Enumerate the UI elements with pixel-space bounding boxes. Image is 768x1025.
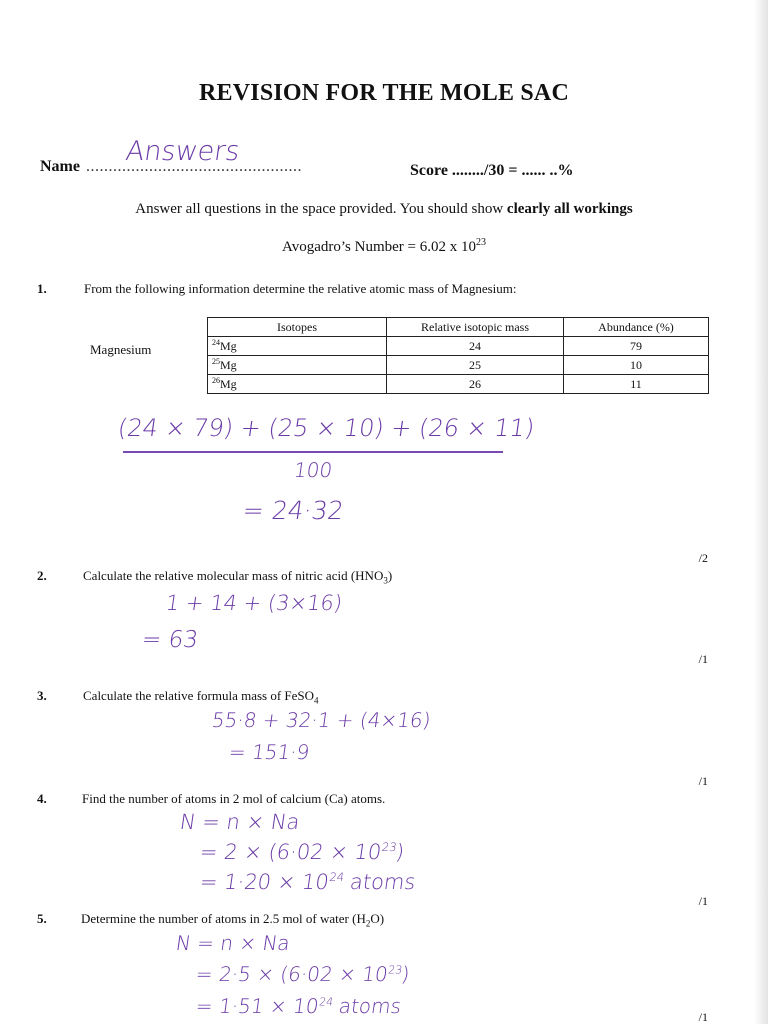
name-label: Name <box>40 158 80 175</box>
question-4-number: 4. <box>37 791 47 806</box>
isotope-cell <box>208 337 387 356</box>
q2-answer-line1: 1 + 14 + (3×16) <box>164 591 344 615</box>
q5-line2-text: = 2·5 × (6·02 × 10 <box>194 962 390 986</box>
question-5-number: 5. <box>37 911 47 926</box>
question-4-text: Find the number of atoms in 2 mol of calcium (Ca) atoms. <box>82 791 386 806</box>
q5-answer-line2 <box>194 962 411 986</box>
q4-line3-exponent: 24 <box>328 870 346 884</box>
isotope-symbol: Mg <box>220 377 237 391</box>
question-3-text-before: Calculate the relative formula mass of FeSO <box>83 688 315 703</box>
table-row <box>208 337 709 356</box>
q1-answer-denominator: 100 <box>292 458 334 482</box>
question-3-marks: /1 <box>698 774 708 788</box>
q4-line2-text: = 2 × (6·02 × 10 <box>198 840 383 864</box>
isotope-cell <box>208 375 387 394</box>
q1-answer-numerator: (24 × 79) + (25 × 10) + (26 × 11) <box>116 414 537 442</box>
q1-answer-result: = 24·32 <box>240 496 346 525</box>
q4-answer-line3 <box>198 870 417 894</box>
q4-line2-exponent: 23 <box>380 840 398 854</box>
mass-number: 25 <box>212 357 220 366</box>
isotope-symbol: Mg <box>220 358 237 372</box>
isotope-table <box>207 317 709 394</box>
question-2-text-sub: 3 <box>383 575 388 586</box>
avogadro-text: Avogadro’s Number = 6.02 x 10 <box>282 239 476 255</box>
q4-line3-end: atoms <box>341 870 418 894</box>
mass-number: 26 <box>212 376 220 385</box>
isotope-cell <box>208 356 387 375</box>
magnesium-label: Magnesium <box>90 342 152 357</box>
table-row <box>208 375 709 394</box>
table-header-cell: Abundance (%) <box>564 318 709 337</box>
table-row <box>208 356 709 375</box>
instructions <box>0 201 768 218</box>
instructions-bold: clearly all workings <box>506 201 633 217</box>
name-dots: ................................................ <box>86 158 302 175</box>
page-title: REVISION FOR THE MOLE SAC <box>199 80 569 106</box>
q3-answer-line2: = 151·9 <box>227 740 312 764</box>
question-5-text-after: O) <box>370 911 385 926</box>
name-handwritten-answer: Answers <box>123 136 242 167</box>
question-1-marks: /2 <box>698 551 708 565</box>
question-3-text <box>83 688 319 706</box>
q5-line3-text: = 1·51 × 10 <box>194 994 321 1018</box>
abundance-cell: 79 <box>564 337 709 356</box>
q5-answer-line3 <box>194 994 403 1018</box>
q4-line3-text: = 1·20 × 10 <box>198 870 331 894</box>
question-1-number: 1. <box>37 281 47 296</box>
question-4-marks: /1 <box>698 894 708 908</box>
avogadro-number <box>0 237 768 256</box>
q5-line3-exponent: 24 <box>318 995 335 1009</box>
q5-answer-line1: N = n × Na <box>174 931 292 955</box>
table-header-cell: Relative isotopic mass <box>387 318 564 337</box>
instructions-plain: Answer all questions in the space provided. You should show <box>135 201 507 217</box>
abundance-cell: 10 <box>564 356 709 375</box>
mass-number: 24 <box>212 338 220 347</box>
question-5-text <box>81 911 384 929</box>
q2-answer-line2: = 63 <box>140 627 200 653</box>
q4-line2-end: ) <box>394 840 406 864</box>
relative-mass-cell: 24 <box>387 337 564 356</box>
table-header-row <box>208 318 709 337</box>
question-2-text-before: Calculate the relative molecular mass of nitric acid (HNO <box>83 568 384 583</box>
question-2-marks: /1 <box>698 652 708 666</box>
question-3-text-sub: 4 <box>314 695 319 706</box>
score-line: Score ......../30 = ...... ..% <box>410 162 574 179</box>
table-header-cell: Isotopes <box>208 318 387 337</box>
question-5-marks: /1 <box>698 1010 708 1024</box>
q5-line3-end: atoms <box>330 994 403 1018</box>
question-2-number: 2. <box>37 568 47 583</box>
avogadro-exponent: 23 <box>476 237 486 248</box>
q4-answer-line2 <box>198 840 405 864</box>
question-3-number: 3. <box>37 688 47 703</box>
page-edge-shadow <box>754 0 768 1024</box>
q1-fraction-line <box>123 451 503 453</box>
relative-mass-cell: 26 <box>387 375 564 394</box>
q3-answer-line1: 55·8 + 32·1 + (4×16) <box>210 708 433 732</box>
q4-answer-line1: N = n × Na <box>178 810 302 834</box>
isotope-symbol: Mg <box>220 339 237 353</box>
q5-line2-exponent: 23 <box>387 963 404 977</box>
question-2-text <box>83 568 392 586</box>
question-5-text-before: Determine the number of atoms in 2.5 mol of water (H <box>81 911 366 926</box>
q5-line2-end: ) <box>399 962 412 986</box>
question-1-text: From the following information determine the relative atomic mass of Magnesium: <box>84 281 517 296</box>
question-2-text-after: ) <box>387 568 393 583</box>
abundance-cell: 11 <box>564 375 709 394</box>
question-5-text-sub: 2 <box>365 918 371 929</box>
relative-mass-cell: 25 <box>387 356 564 375</box>
